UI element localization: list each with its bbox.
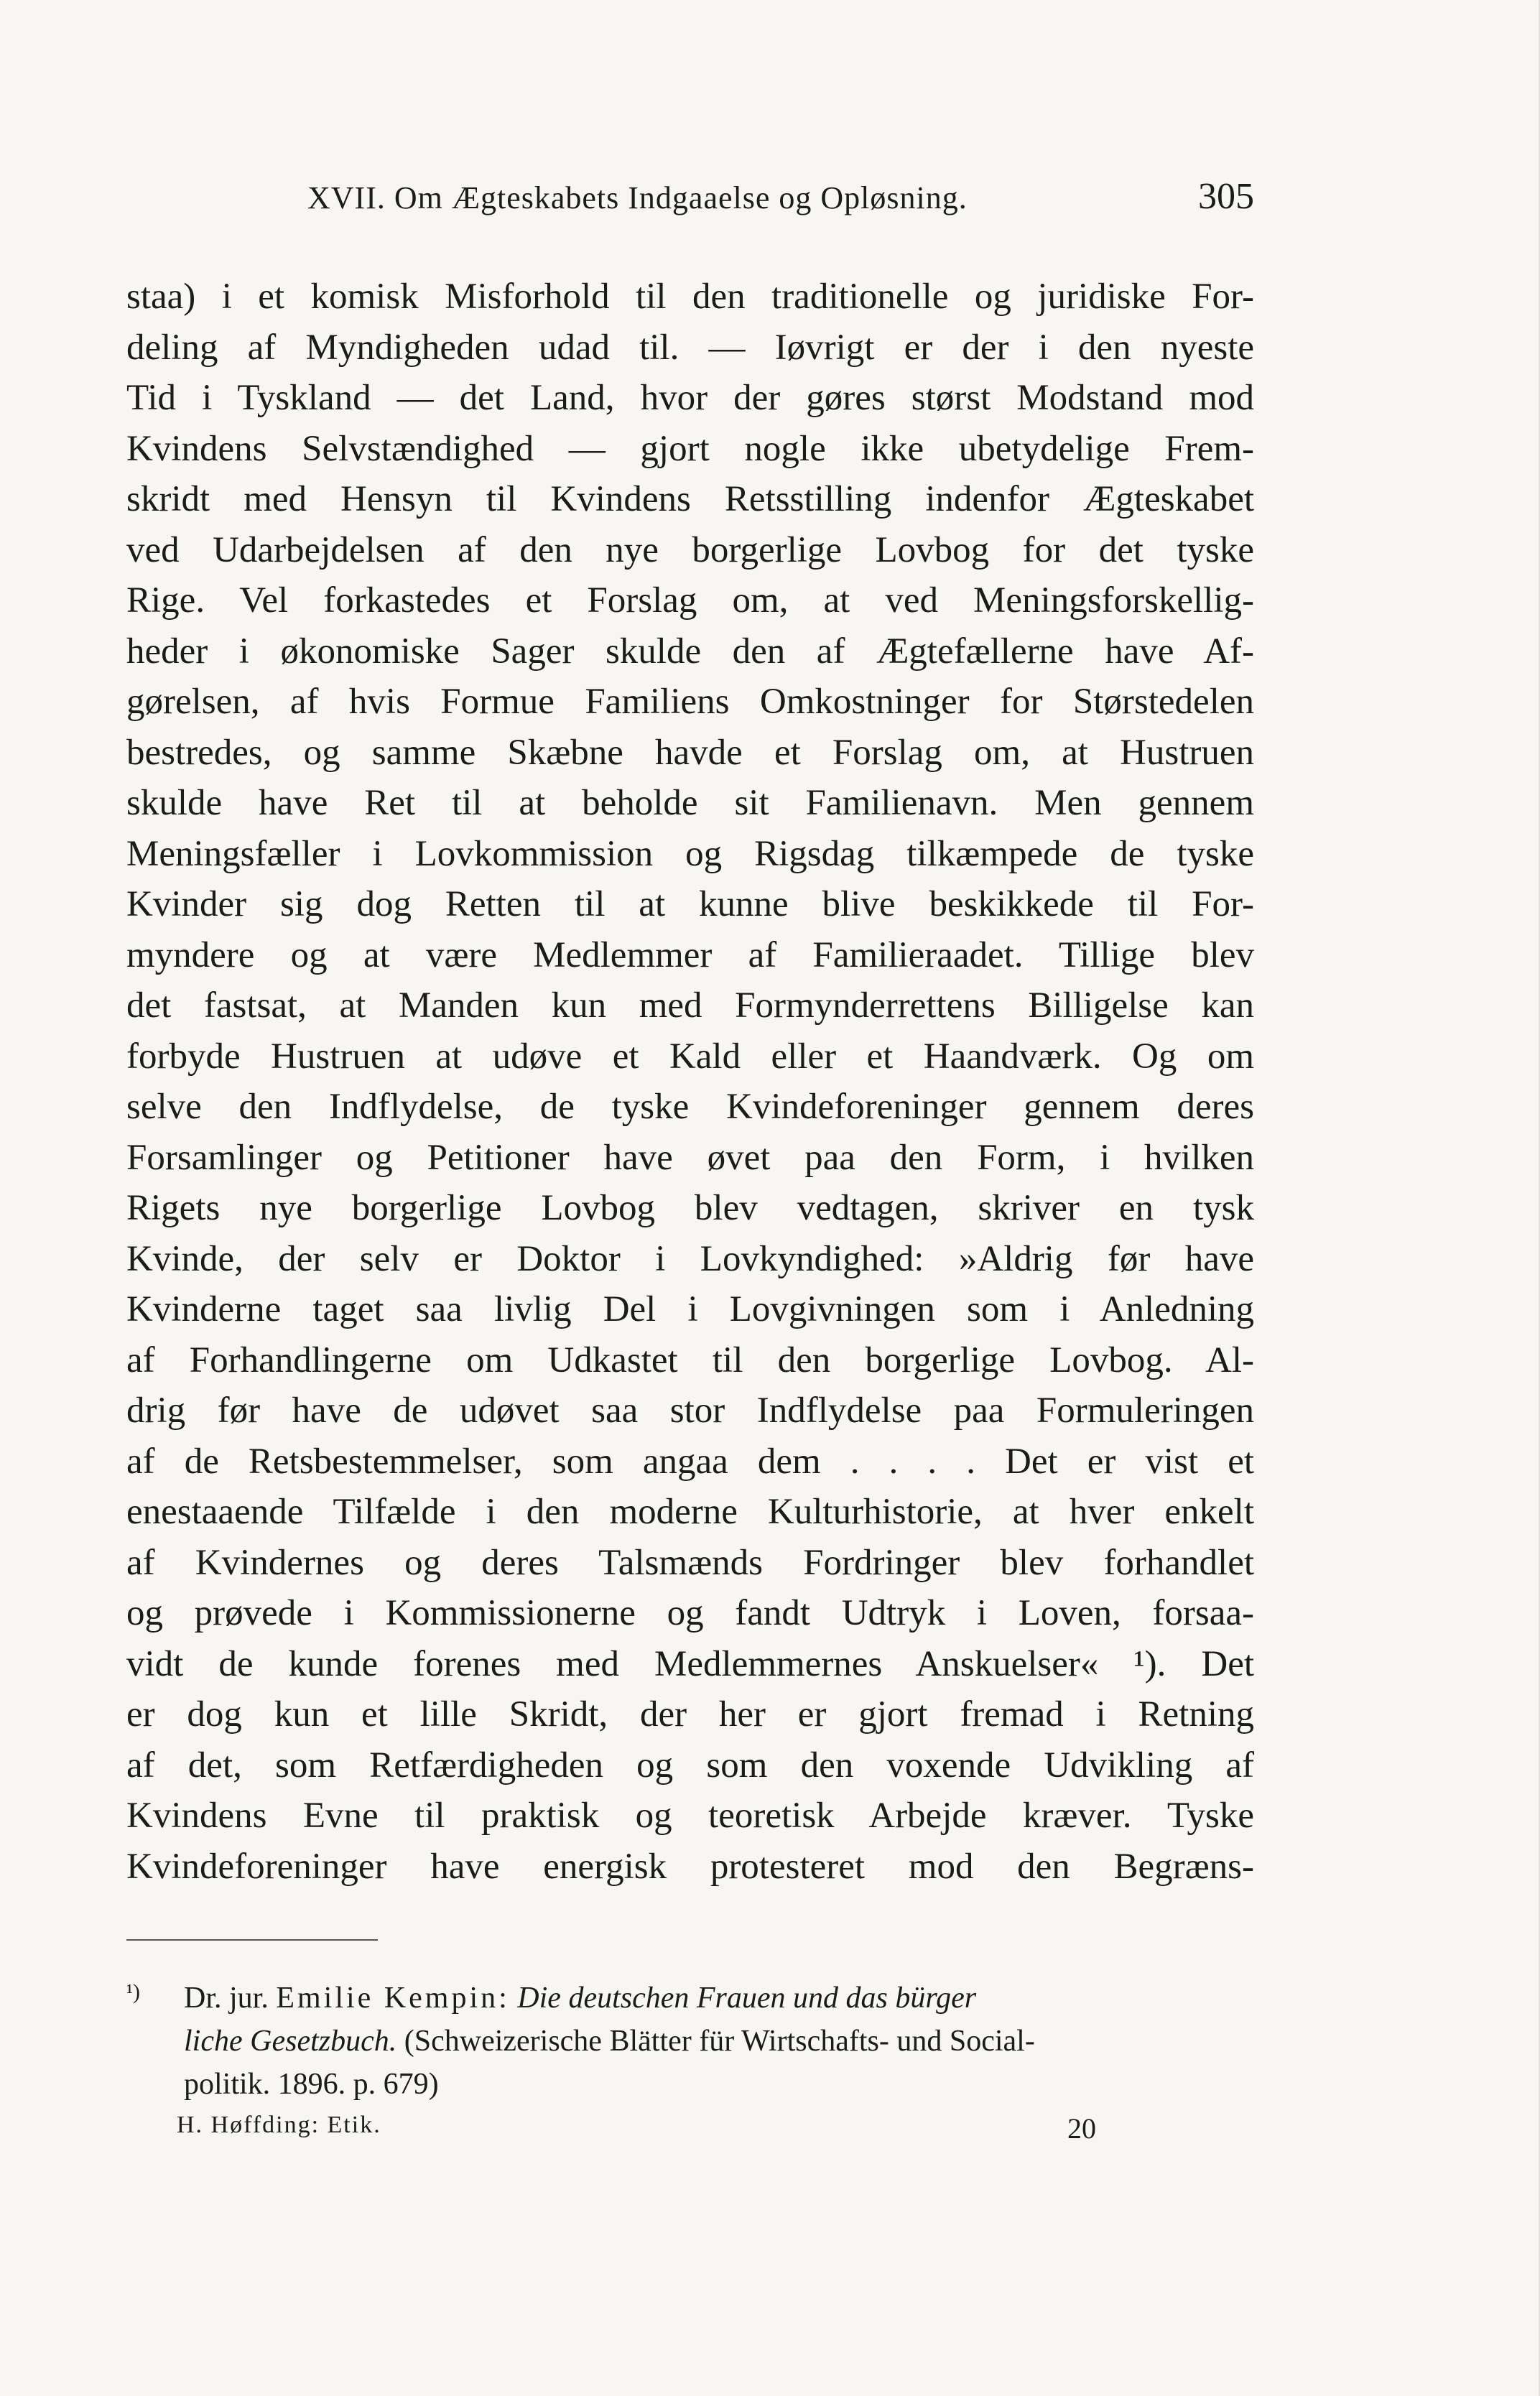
text-line: af Kvindernes og deres Talsmænds Fordringer blev forhandlet (126, 1542, 1254, 1583)
text-line: af det, som Retfærdigheden og som den voxende Udvikling af (126, 1745, 1254, 1786)
text-line: Tid i Tyskland — det Land, hvor der gøres størst Modstand mod (126, 378, 1254, 418)
text-line: drig før have de udøvet saa stor Indflydelse paa Formuleringen (126, 1390, 1254, 1431)
text-line: staa) i et komisk Misforhold til den traditionelle og juridiske For- (126, 277, 1254, 317)
text-line: det fastsat, at Manden kun med Formynderrettens Billigelse kan (126, 985, 1254, 1026)
page-number: 305 (1198, 176, 1254, 217)
footnote-author: Emilie Kempin: (276, 1982, 510, 2015)
text-line: deling af Myndigheden udad til. — Iøvrigt er der i den nyeste (126, 327, 1254, 368)
text-line: vidt de kunde forenes med Medlemmernes Anskuelser« ¹). Det (126, 1643, 1254, 1684)
text-line: af Forhandlingerne om Udkastet til den borgerlige Lovbog. Al- (126, 1339, 1254, 1380)
text-line: bestredes, og samme Skæbne havde et Forslag om, at Hustruen (126, 732, 1254, 773)
body-text (126, 271, 1254, 1892)
signature-mark: H. Høffding: Etik. (177, 2112, 381, 2138)
signature-number: 20 (1067, 2112, 1096, 2145)
text-line: skulde have Ret til at beholde sit Familienavn. Men gennem (126, 783, 1254, 823)
text-line: forbyde Hustruen at udøve et Kald eller et Haandværk. Og om (126, 1036, 1254, 1077)
footnotes (126, 1977, 1254, 2106)
text-line: skridt med Hensyn til Kvindens Retsstilling indenfor Ægteskabet (126, 479, 1254, 519)
text-line: og prøvede i Kommissionerne og fandt Udtryk i Loven, forsaa- (126, 1593, 1254, 1633)
footnote-line (126, 2020, 1254, 2063)
text-line: Kvindens Selvstændighed — gjort nogle ikke ubetydelige Frem- (126, 428, 1254, 469)
text-line: Meningsfæller i Lovkommission og Rigsdag tilkæmpede de tyske (126, 833, 1254, 874)
text-line: heder i økonomiske Sager skulde den af Ægtefællerne have Af- (126, 631, 1254, 672)
text-line: er dog kun et lille Skridt, der her er gjort fremad i Retning (126, 1694, 1254, 1735)
text-line: ved Udarbejdelsen af den nye borgerlige Lovbog for det tyske (126, 529, 1254, 570)
text-line: af de Retsbestemmelser, som angaa dem . . . . Det er vist et (126, 1441, 1254, 1482)
text-line: Kvindeforeninger have energisk protesteret mod den Begræns- (126, 1846, 1254, 1887)
footnote-line: politik. 1896. p. 679) (184, 2068, 439, 2101)
text-line: Kvinde, der selv er Doktor i Lovkyndighed: »Aldrig før have (126, 1238, 1254, 1279)
text-line: enestaaende Tilfælde i den moderne Kulturhistorie, at hver enkelt (126, 1492, 1254, 1532)
text-line: Rige. Vel forkastedes et Forslag om, at ved Meningsforskellig- (126, 580, 1254, 621)
running-title: XVII. Om Ægteskabets Indgaaelse og Opløsning. (307, 180, 968, 215)
text-line: myndere og at være Medlemmer af Familieraadet. Tillige blev (126, 934, 1254, 975)
footnote-book-title-cont: liche Gesetzbuch. (184, 2025, 397, 2058)
text-line: gørelsen, af hvis Formue Familiens Omkostninger for Størstedelen (126, 682, 1254, 722)
running-head (126, 172, 1254, 230)
text-line: Kvindens Evne til praktisk og teoretisk Arbejde kræver. Tyske (126, 1796, 1254, 1836)
footnote-rule (126, 1939, 378, 1941)
printer-signature (177, 2112, 1096, 2155)
text-line: Kvinderne taget saa livlig Del i Lovgivningen som i Anledning (126, 1289, 1254, 1329)
footnote-line (126, 1977, 1254, 2020)
text-line: Kvinder sig dog Retten til at kunne blive beskikkede til For- (126, 884, 1254, 924)
text-line: Forsamlinger og Petitioner have øvet paa den Form, i hvilken (126, 1137, 1254, 1178)
text-line: selve den Indflydelse, de tyske Kvindeforeninger gennem deres (126, 1087, 1254, 1127)
text-line: Rigets nye borgerlige Lovbog blev vedtagen, skriver en tysk (126, 1188, 1254, 1228)
footnote-marker: ¹) (126, 1980, 140, 2004)
footnote-book-title: Die deutschen Frauen und das bürger (517, 1982, 977, 2015)
footnote-prefix: Dr. jur. (184, 1982, 269, 2015)
footnote-source: (Schweizerische Blätter für Wirtschafts- und Social- (404, 2025, 1035, 2058)
